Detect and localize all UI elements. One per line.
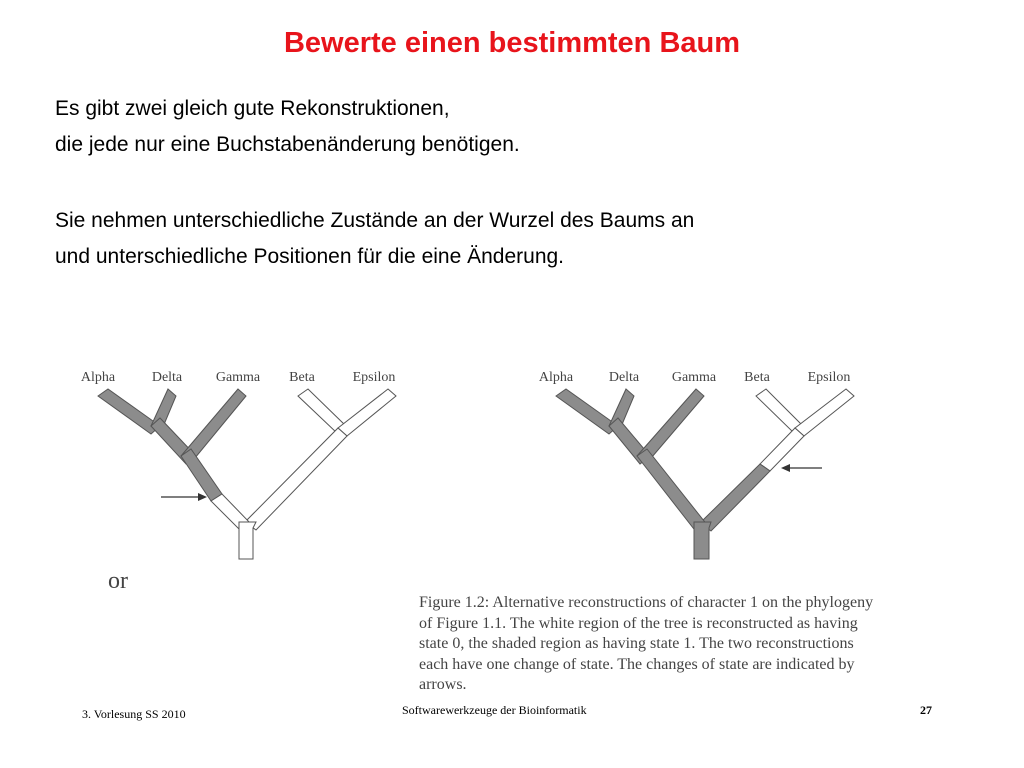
branch-epsilon [338, 389, 396, 436]
leaf-label-epsilon: Epsilon [352, 370, 396, 385]
branch-beta-epsilon-white [760, 428, 804, 471]
paragraph-line: Es gibt zwei gleich gute Rekonstruktionen, [55, 97, 450, 120]
leaf-label-beta: Beta [744, 370, 770, 385]
leaf-label-alpha: Alpha [538, 370, 574, 385]
tree-right [556, 389, 854, 559]
paragraph-line: Sie nehmen unterschiedliche Zustände an der Wurzel des Baums an [55, 209, 695, 232]
branch-alpha [98, 389, 160, 434]
paragraph-line: die jede nur eine Buchstabenänderung benötigen. [55, 133, 520, 156]
change-arrow-right [781, 464, 822, 472]
caption-line: arrows. [419, 676, 467, 693]
branch-beta-epsilon [245, 428, 347, 530]
caption-line: each have one change of state. The changes of state are indicated by [419, 655, 855, 673]
branch-epsilon [795, 389, 854, 436]
branch-ingroup [637, 449, 708, 533]
leaf-label-delta: Delta [151, 370, 183, 385]
leaf-label-gamma: Gamma [215, 370, 261, 385]
leaf-label-delta: Delta [608, 370, 640, 385]
tree-left [98, 389, 396, 559]
root-stem [694, 522, 711, 559]
branch-alpha [556, 389, 618, 434]
paragraph-line: und unterschiedliche Positionen für die eine Änderung. [55, 245, 565, 268]
leaf-label-gamma: Gamma [671, 370, 717, 385]
or-label: or [108, 568, 128, 594]
root-stem [239, 522, 256, 559]
change-arrow-left [161, 493, 207, 501]
caption-line: of Figure 1.1. The white region of the tree is reconstructed as having [419, 614, 858, 632]
leaf-label-epsilon: Epsilon [807, 370, 851, 385]
leaf-label-beta: Beta [289, 370, 315, 385]
slide-title: Bewerte einen bestimmten Baum [283, 27, 741, 59]
figure-caption [419, 593, 971, 696]
branch-beta-epsilon-shaded [700, 464, 770, 531]
branch-ingroup-shaded [181, 449, 222, 501]
footer-lecture: 3. Vorlesung SS 2010 [82, 707, 186, 721]
page-number: 27 [920, 703, 932, 717]
caption-line: state 0, the shaded region as having state 1. The two reconstructions [419, 635, 854, 652]
leaf-label-alpha: Alpha [80, 370, 116, 385]
caption-line: Figure 1.2: Alternative reconstructions of character 1 on the phylogeny [419, 594, 874, 611]
footer-course-title: Softwarewerkzeuge der Bioinformatik [402, 703, 587, 717]
